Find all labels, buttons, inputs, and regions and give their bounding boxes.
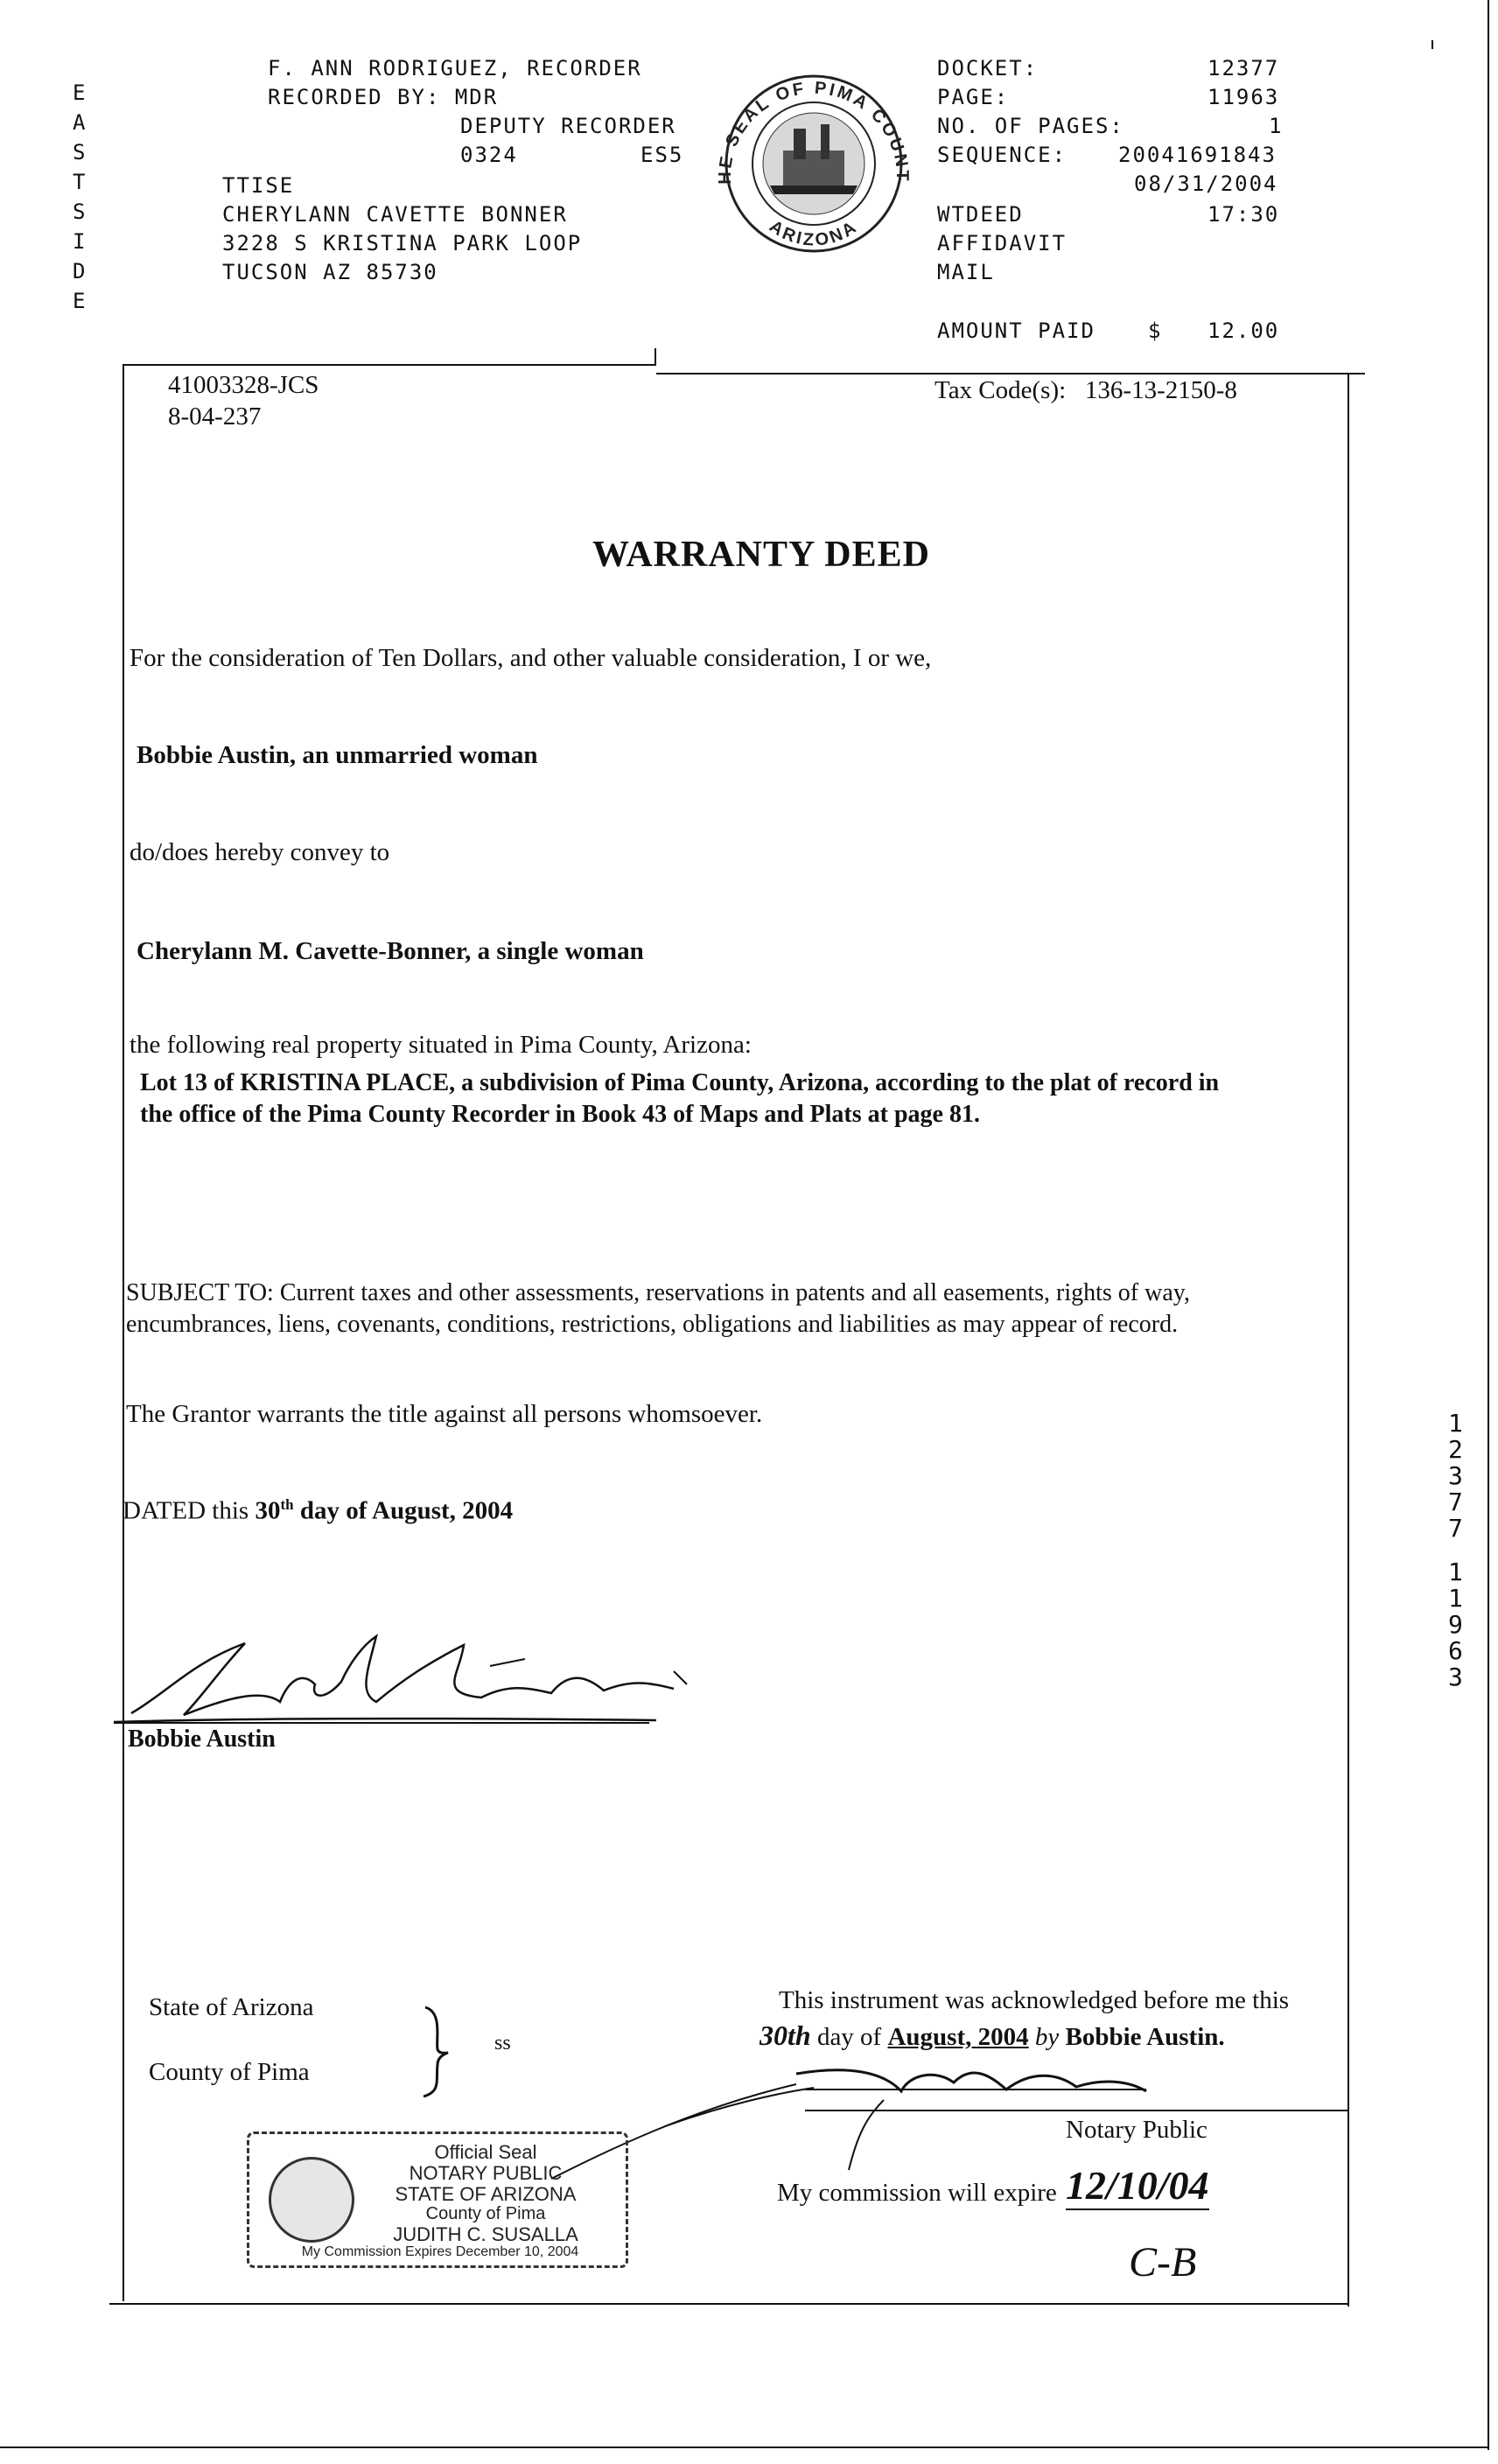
stamp-notary-public: NOTARY PUBLIC xyxy=(409,2162,563,2184)
commission-label: My commission will expire xyxy=(777,2179,1057,2207)
side-letter: S xyxy=(73,140,86,164)
seal-top-text: HE SEAL OF PIMA COUNT xyxy=(715,78,913,185)
page-bottom-edge xyxy=(0,2446,1489,2448)
side-letter: E xyxy=(73,289,86,313)
pages-label: NO. OF PAGES: xyxy=(937,114,1124,138)
margin-digit: 2 xyxy=(1448,1435,1463,1464)
mail-label: MAIL xyxy=(937,260,995,284)
mail-city: TUCSON AZ 85730 xyxy=(222,260,438,284)
margin-digit: 1 xyxy=(1448,1409,1463,1438)
margin-digit: 1 xyxy=(1448,1584,1463,1613)
frame-top-right xyxy=(656,373,1365,374)
side-letter: D xyxy=(73,259,86,284)
mail-name: CHERYLANN CAVETTE BONNER xyxy=(222,202,568,227)
side-letter: E xyxy=(73,80,86,105)
deputy-recorder: DEPUTY RECORDER xyxy=(460,114,676,138)
signature-line xyxy=(114,1722,649,1724)
margin-digit: 3 xyxy=(1448,1662,1463,1691)
notary-state: State of Arizona xyxy=(149,1993,314,2021)
dated-line xyxy=(122,1496,513,1526)
grantee-name: Cherylann M. Cavette-Bonner, a single woman xyxy=(136,937,644,965)
county-seal-graphic xyxy=(696,54,932,256)
notary-public-label: Notary Public xyxy=(1066,2116,1208,2144)
tax-code: Tax Code(s): 136-13-2150-8 xyxy=(934,376,1237,404)
signer-name: Bobbie Austin xyxy=(128,1726,276,1753)
return-code: TTISE xyxy=(222,173,295,198)
ack-month-year: August, 2004 xyxy=(887,2023,1029,2051)
notary-ss: ss xyxy=(494,2032,511,2054)
commission-date: 12/10/04 xyxy=(1066,2163,1209,2210)
stamp-notary-name: JUDITH C. SUSALLA xyxy=(393,2223,578,2245)
recording-date: 08/31/2004 xyxy=(1134,172,1278,196)
notary-signature-line xyxy=(805,2110,1348,2111)
notary-stamp xyxy=(247,2132,628,2268)
subject-to-line1: SUBJECT TO: Current taxes and other assessments, reservations in patents and all easements, rights of way, xyxy=(126,1279,1190,1306)
grantor-signature xyxy=(114,1610,709,1732)
legal-description-line2: the office of the Pima County Recorder in Book 43 of Maps and Plats at page 81. xyxy=(140,1101,980,1128)
notary-stamp-seal-icon xyxy=(269,2157,354,2243)
ack-day-of: day of xyxy=(816,2023,882,2051)
doc-type: WTDEED xyxy=(937,202,1024,227)
margin-digit: 9 xyxy=(1448,1610,1463,1639)
stamp-state: STATE OF ARIZONA xyxy=(395,2183,577,2205)
handwritten-initials: C-B xyxy=(1129,2239,1197,2286)
recorder-code: 0324 xyxy=(460,143,518,167)
margin-digit: 7 xyxy=(1448,1488,1463,1516)
frame-top-left xyxy=(122,364,656,366)
seal-bottom-text: ARIZONA xyxy=(766,216,862,250)
county-seal xyxy=(696,54,932,256)
pages-value: 1 xyxy=(1269,114,1284,138)
stamp-commission-expires: My Commission Expires December 10, 2004 xyxy=(301,2244,579,2259)
frame-top-tick xyxy=(654,348,656,366)
margin-digit: 6 xyxy=(1448,1636,1463,1665)
notary-county: County of Pima xyxy=(149,2058,310,2086)
legal-description-line1: Lot 13 of KRISTINA PLACE, a subdivision of Pima County, Arizona, according to the plat of record in xyxy=(140,1069,1220,1096)
dated-day: 30 xyxy=(255,1496,281,1525)
venue-brace xyxy=(418,2004,453,2100)
margin-digit: 1 xyxy=(1448,1558,1463,1586)
margin-digit: 7 xyxy=(1448,1514,1463,1543)
recorded-by: RECORDED BY: MDR xyxy=(268,85,499,109)
side-letter: S xyxy=(73,200,86,224)
ack-line1: This instrument was acknowledged before me this xyxy=(779,1986,1290,2014)
corner-tick xyxy=(1432,40,1433,49)
file-number: 8-04-237 xyxy=(168,402,262,430)
stamp-county: County of Pima xyxy=(425,2204,546,2223)
stamp-official-seal: Official Seal xyxy=(434,2141,537,2163)
grantor-name: Bobbie Austin, an unmarried woman xyxy=(136,741,538,769)
frame-left-edge xyxy=(122,364,124,2301)
recording-time: 17:30 xyxy=(1208,202,1280,227)
sequence-label: SEQUENCE: xyxy=(937,143,1068,167)
ack-day: 30th xyxy=(760,2020,811,2051)
docket-value: 12377 xyxy=(1208,56,1280,80)
warranty-statement: The Grantor warrants the title against all persons whomsoever. xyxy=(126,1400,763,1428)
dated-prefix: DATED this xyxy=(122,1496,249,1525)
dated-rest: day of August, 2004 xyxy=(299,1496,514,1525)
amount-currency: $ xyxy=(1148,318,1163,343)
recorder-station: ES5 xyxy=(640,143,684,167)
property-intro: the following real property situated in Pima County, Arizona: xyxy=(130,1031,752,1059)
margin-digit: 3 xyxy=(1448,1461,1463,1490)
ack-by: by xyxy=(1034,2023,1060,2051)
amount-label: AMOUNT PAID xyxy=(937,318,1096,343)
recorder-name: F. ANN RODRIGUEZ, RECORDER xyxy=(268,56,642,80)
frame-bottom xyxy=(109,2303,1349,2305)
side-letter: A xyxy=(73,110,86,135)
escrow-number: 41003328-JCS xyxy=(168,371,319,399)
frame-right-edge xyxy=(1348,373,1349,2306)
side-letter: I xyxy=(73,229,86,254)
affidavit-label: AFFIDAVIT xyxy=(937,231,1068,256)
subject-to-line2: encumbrances, liens, covenants, conditions, restrictions, obligations and liabilities as may appear of record. xyxy=(126,1311,1179,1338)
page-label: PAGE: xyxy=(937,85,1010,109)
sequence-value: 20041691843 xyxy=(1118,143,1277,167)
side-letter: T xyxy=(73,170,86,194)
amount-value: 12.00 xyxy=(1208,318,1280,343)
page-value: 11963 xyxy=(1208,85,1280,109)
page-right-edge xyxy=(1488,0,1489,2450)
dated-suffix: th xyxy=(280,1496,294,1513)
consideration-text: For the consideration of Ten Dollars, and other valuable consideration, I or we, xyxy=(130,644,932,672)
docket-label: DOCKET: xyxy=(937,56,1039,80)
deed-title: WARRANTY DEED xyxy=(592,535,930,575)
ack-name: Bobbie Austin. xyxy=(1065,2023,1225,2051)
convey-text: do/does hereby convey to xyxy=(130,838,390,866)
mail-street: 3228 S KRISTINA PARK LOOP xyxy=(222,231,583,256)
